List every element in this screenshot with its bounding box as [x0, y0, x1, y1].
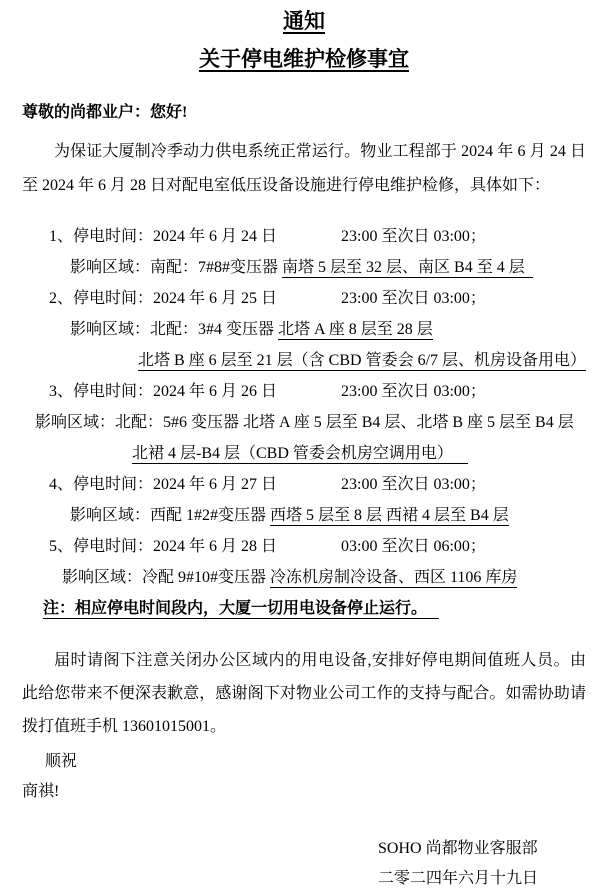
- outage-item-5-region-line: [22, 562, 586, 593]
- outage-item-5-date: 5、停电时间：2024 年 6 月 28 日: [49, 538, 278, 555]
- signature-block: [378, 834, 586, 894]
- outage-item-5-region-prefix: 影响区域：冷配 9#10#变压器: [62, 569, 271, 586]
- outage-item-1-region-line: [22, 252, 586, 283]
- greeting-line: 尊敬的尚都业户：您好!: [22, 104, 188, 121]
- outage-item-2-date: 2、停电时间：2024 年 6 月 25 日: [49, 290, 278, 307]
- notice-subtitle: 关于停电维护检修事宜: [199, 47, 409, 71]
- outage-item-3-region-extra-line: [22, 438, 586, 469]
- outage-item-2-region-underlined: 北塔 A 座 8 层至 28 层: [278, 321, 433, 338]
- outage-item-3-extra-underlined: 北裙 4 层-B4 层（CBD 管委会机房空调用电）: [132, 445, 468, 464]
- closing-line-1: 届时请阁下注意关闭办公区域内的用电设备,安排好停电期间值班人员。由: [54, 652, 586, 669]
- outage-item-3-time-line: [22, 376, 586, 407]
- outage-item-2-region-line: [22, 314, 586, 345]
- intro-line-2: 至 2024 年 6 月 28 日对配电室低压设备设施进行停电维护检修，具体如下：: [22, 177, 551, 194]
- outage-item-1-date: 1、停电时间：2024 年 6 月 24 日: [49, 228, 278, 245]
- outage-item-2-region-extra-line: [22, 345, 586, 376]
- note-text: 注：相应停电时间段内，大厦一切用电设备停止运行。: [43, 600, 439, 619]
- outage-item-2-time: 23:00 至次日 03:00；: [341, 290, 486, 307]
- outage-item-4-date: 4、停电时间：2024 年 6 月 27 日: [49, 476, 278, 493]
- wish-line-1: 顺祝: [45, 753, 78, 770]
- closing-line-2: 此给您带来不便深表歉意，感谢阁下对物业公司工作的支持与配合。如需协助请: [22, 685, 586, 702]
- outage-item-4-region-line: [22, 500, 586, 531]
- outage-item-3-time: 23:00 至次日 03:00；: [341, 383, 486, 400]
- note-line: [22, 593, 586, 624]
- outage-item-5-time-line: [22, 531, 586, 562]
- outage-item-3-date: 3、停电时间：2024 年 6 月 26 日: [49, 383, 278, 400]
- outage-item-4-time-line: [22, 469, 586, 500]
- outage-item-2-time-line: [22, 283, 586, 314]
- outage-schedule-list: [22, 221, 586, 624]
- outage-item-4-region-underlined: 西塔 5 层至 8 层 西裙 4 层至 B4 层: [270, 507, 509, 524]
- outage-item-1-time-line: [22, 221, 586, 252]
- outage-item-4-region-prefix: 影响区域：西配 1#2#变压器: [70, 507, 271, 524]
- outage-item-3-region-line: [22, 407, 586, 438]
- outage-item-5-time: 03:00 至次日 06:00；: [341, 538, 486, 555]
- outage-item-1-region-underlined: 南塔 5 层至 32 层、南区 B4 至 4 层: [282, 259, 533, 278]
- outage-item-1-time: 23:00 至次日 03:00；: [341, 228, 486, 245]
- intro-paragraph: [22, 135, 586, 203]
- outage-item-2-region-prefix: 影响区域：北配：3#4 变压器: [70, 321, 279, 338]
- outage-item-3-region-plain: 北塔 A 座 5 层至 B4 层、北塔 B 座 5 层至 B4 层: [243, 414, 574, 431]
- outage-item-3-region-prefix: 影响区域：北配：5#6 变压器: [35, 414, 244, 431]
- closing-line-3: 拨打值班手机 13601015001。: [22, 718, 227, 735]
- closing-paragraph: [22, 644, 586, 743]
- outage-item-5-region-underlined: 冷冻机房制冷设备、西区 1106 库房: [270, 569, 518, 586]
- wish-line-2: 商祺!: [22, 783, 60, 800]
- intro-line-1: 为保证大厦制冷季动力供电系统正常运行。物业工程部于 2024 年 6 月 24 日: [54, 143, 586, 160]
- outage-item-1-region-prefix: 影响区域：南配：7#8#变压器: [70, 259, 283, 276]
- signature-department: SOHO 尚都物业客服部: [378, 840, 538, 857]
- outage-item-2-extra-underlined: 北塔 B 座 6 层至 21 层（含 CBD 管委会 6/7 层、机房设备用电）: [138, 352, 587, 369]
- outage-item-4-time: 23:00 至次日 03:00；: [341, 476, 486, 493]
- signature-date: 二零二四年六月十九日: [378, 870, 539, 887]
- notice-title: 通知: [283, 9, 325, 33]
